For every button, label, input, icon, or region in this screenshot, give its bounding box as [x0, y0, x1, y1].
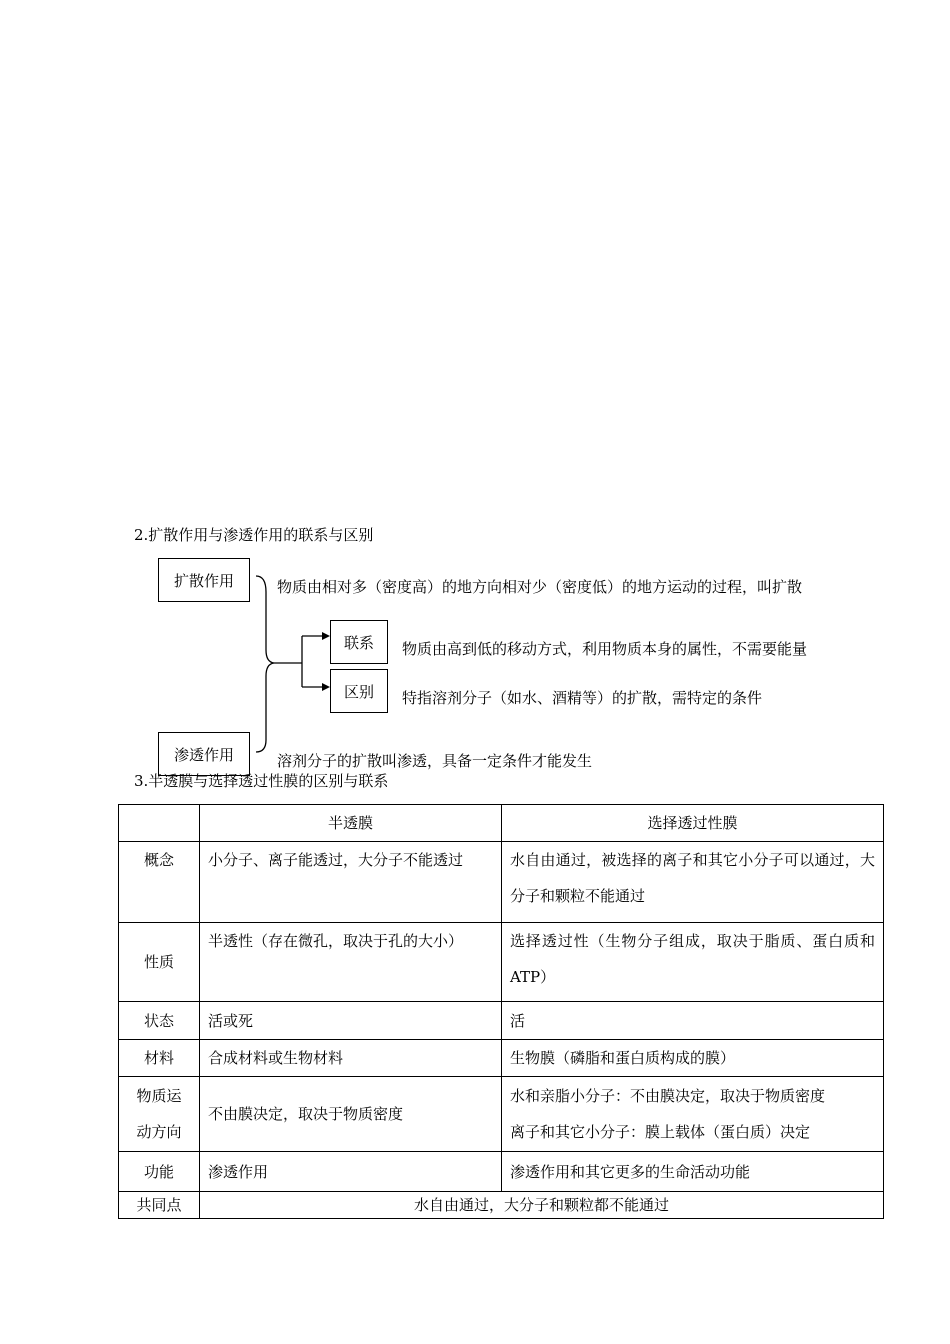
row-label	[119, 1077, 200, 1152]
row-label: 功能	[119, 1152, 200, 1192]
cell-text: 选择透过性（生物分子组成，取决于脂质、蛋白质和ATP）	[510, 932, 875, 986]
row-label: 性质	[119, 923, 200, 1002]
table-header-row	[119, 805, 884, 842]
table-row	[119, 1077, 884, 1152]
row-cell-a	[200, 923, 502, 1002]
box-osmosis: 渗透作用	[158, 732, 250, 776]
header-cell-semipermeable: 半透膜	[200, 805, 502, 842]
section3-heading: 3.半透膜与选择透过性膜的区别与联系	[134, 772, 389, 790]
row-cell-b: 渗透作用和其它更多的生命活动功能	[502, 1152, 884, 1192]
table-row	[119, 842, 884, 923]
arrow-head-difference	[322, 683, 330, 691]
header-cell-selective: 选择透过性膜	[502, 805, 884, 842]
header-cell-empty	[119, 805, 200, 842]
text-diffusion: 物质由相对多（密度高）的地方向相对少（密度低）的地方运动的过程，叫扩散	[277, 578, 803, 596]
table-row	[119, 1152, 884, 1192]
row-cell-a: 合成材料或生物材料	[200, 1040, 502, 1077]
row-cell-b: 活	[502, 1002, 884, 1040]
section2-heading: 2.扩散作用与渗透作用的联系与区别	[134, 526, 374, 544]
cell-text-line2: 离子和其它小分子：膜上载体（蛋白质）决定	[510, 1123, 811, 1141]
row-cell-b	[502, 923, 884, 1002]
row-label: 状态	[119, 1002, 200, 1040]
brace-line	[256, 576, 274, 752]
text-connection: 物质由高到低的移动方式，利用物质本身的属性，不需要能量	[402, 640, 808, 658]
common-text: 水自由通过，大分子和颗粒都不能通过	[200, 1192, 884, 1219]
row-label: 概念	[119, 842, 200, 923]
table-row-common	[119, 1192, 884, 1219]
row-cell-b	[502, 1077, 884, 1152]
text-osmosis: 溶剂分子的扩散叫渗透，具备一定条件才能发生	[277, 752, 593, 770]
row-label-text: 物质运动方向	[136, 1087, 182, 1141]
row-cell-a: 渗透作用	[200, 1152, 502, 1192]
cell-text: 小分子、离子能透过，大分子不能透过	[208, 851, 464, 869]
box-connection: 联系	[330, 620, 388, 664]
table-row	[119, 1040, 884, 1077]
text-difference: 特指溶剂分子（如水、酒精等）的扩散，需特定的条件	[402, 689, 763, 707]
row-cell-a	[200, 842, 502, 923]
box-diffusion: 扩散作用	[158, 558, 250, 602]
cell-text-line1: 水和亲脂小分子：不由膜决定，取决于物质密度	[510, 1087, 826, 1105]
cell-text: 半透性（存在微孔，取决于孔的大小）	[208, 932, 464, 950]
cell-text: 水自由通过，被选择的离子和其它小分子可以通过，大分子和颗粒不能通过	[510, 851, 875, 905]
row-cell-a: 活或死	[200, 1002, 502, 1040]
comparison-table	[118, 804, 884, 1219]
table-row	[119, 1002, 884, 1040]
row-cell-b: 生物膜（磷脂和蛋白质构成的膜）	[502, 1040, 884, 1077]
box-difference: 区别	[330, 669, 388, 713]
common-label: 共同点	[119, 1192, 200, 1219]
arrow-head-connection	[322, 632, 330, 640]
row-cell-a: 不由膜决定，取决于物质密度	[200, 1077, 502, 1152]
table-row	[119, 923, 884, 1002]
row-label: 材料	[119, 1040, 200, 1077]
row-cell-b	[502, 842, 884, 923]
